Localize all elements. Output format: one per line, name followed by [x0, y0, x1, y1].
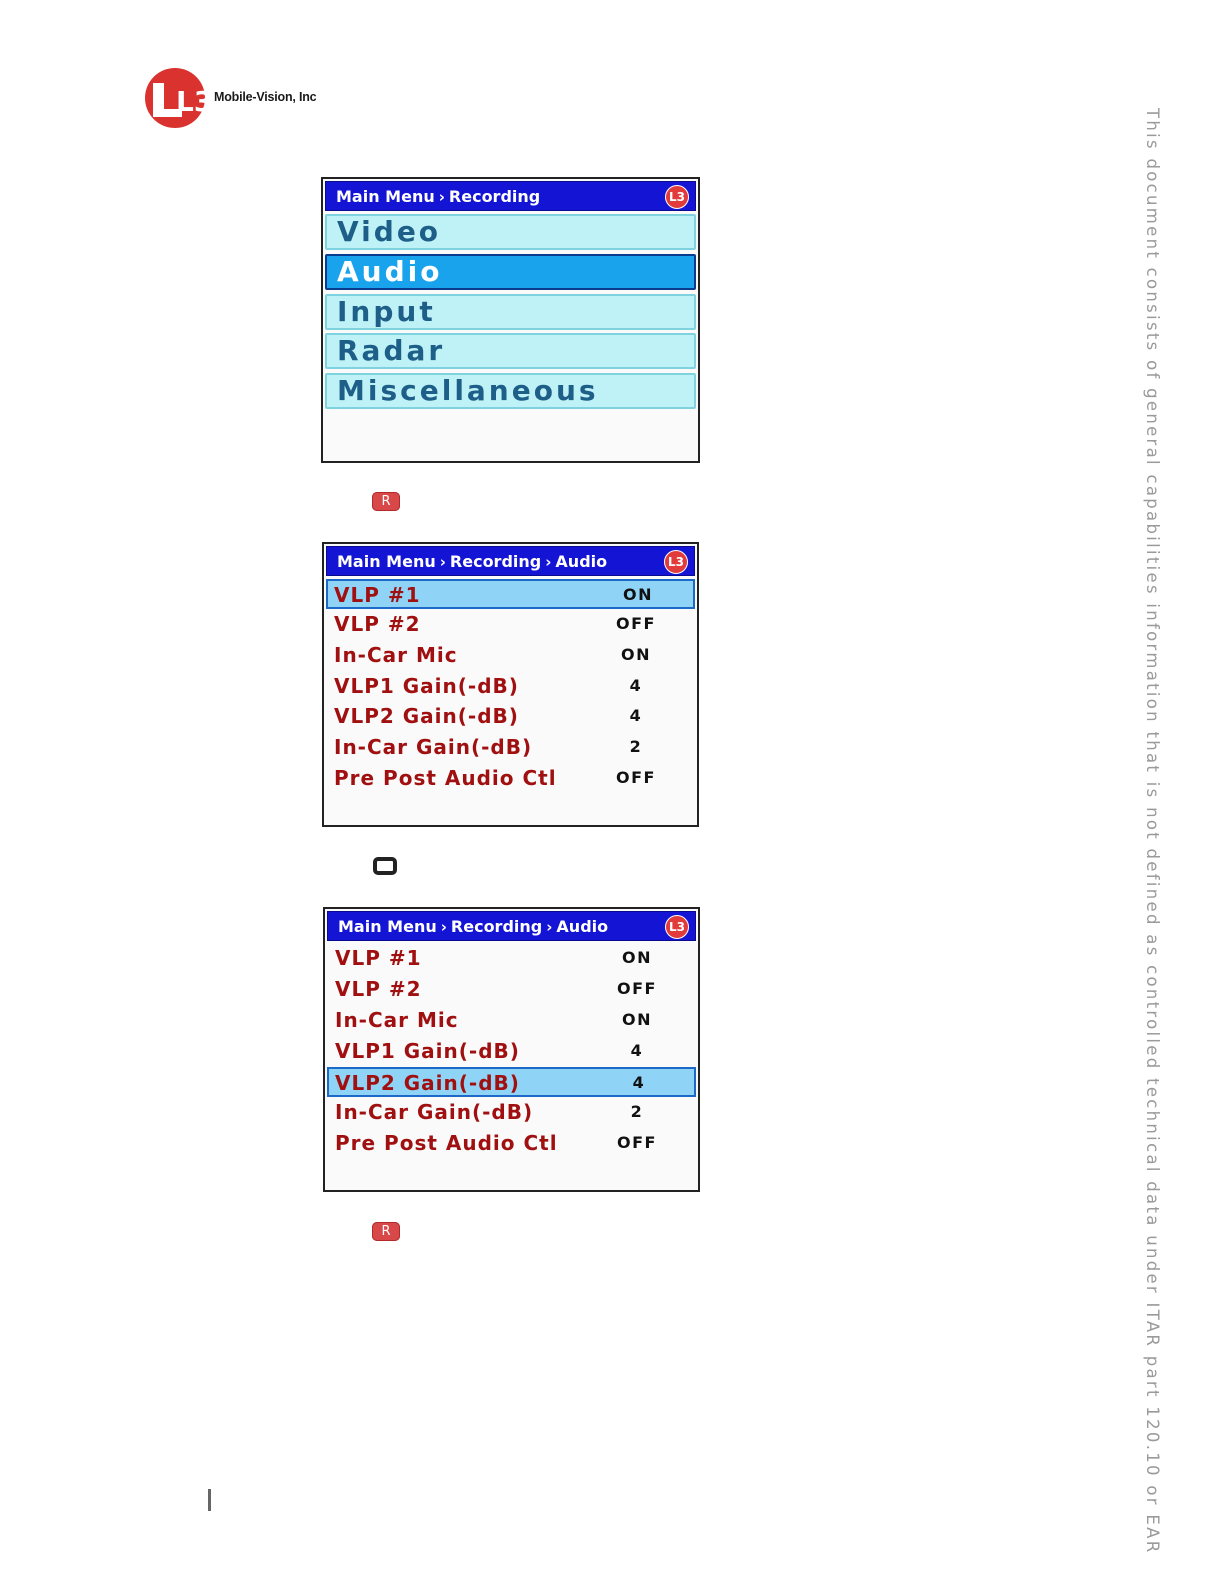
chevron-right-icon: › — [545, 553, 552, 571]
title-bar — [325, 181, 696, 211]
chevron-right-icon: › — [440, 918, 447, 936]
setting-label: Pre Post Audio Ctl — [335, 1131, 558, 1155]
square-select-button-icon[interactable] — [373, 857, 397, 875]
setting-label: VLP2 Gain(-dB) — [335, 1071, 520, 1095]
record-button-icon[interactable]: R — [372, 492, 400, 511]
setting-row-in-car-gain[interactable] — [327, 1098, 696, 1128]
setting-label: VLP #1 — [335, 946, 422, 970]
setting-label: VLP2 Gain(-dB) — [334, 704, 519, 728]
setting-row-in-car-mic[interactable] — [327, 1006, 696, 1036]
breadcrumb-recording[interactable]: Recording — [448, 186, 541, 206]
setting-value: ON — [621, 645, 651, 664]
recording-menu-screen — [321, 177, 700, 463]
chevron-right-icon: › — [438, 188, 445, 206]
l3-badge-icon: L3 — [665, 915, 689, 939]
menu-item-video[interactable]: Video — [325, 214, 696, 250]
setting-label: Pre Post Audio Ctl — [334, 766, 557, 790]
menu-item-audio[interactable]: Audio — [325, 254, 696, 290]
footer-divider — [208, 1489, 211, 1511]
menu-item-input[interactable]: Input — [325, 294, 696, 330]
l3-badge-icon: L3 — [665, 185, 689, 209]
setting-value: 4 — [629, 706, 643, 725]
setting-row-vlp2-gain[interactable] — [327, 1067, 696, 1097]
record-button-icon[interactable]: R — [372, 1222, 400, 1241]
setting-row-vlp1[interactable] — [327, 944, 696, 974]
setting-label: In-Car Gain(-dB) — [335, 1100, 534, 1124]
title-bar — [326, 546, 695, 576]
breadcrumb-main-menu[interactable]: Main Menu — [338, 916, 437, 936]
setting-value: 4 — [629, 676, 643, 695]
setting-row-vlp1[interactable] — [326, 579, 695, 609]
setting-row-vlp2-gain[interactable] — [326, 702, 695, 732]
setting-label: VLP1 Gain(-dB) — [334, 674, 519, 698]
setting-label: In-Car Mic — [334, 643, 458, 667]
setting-value: OFF — [617, 1133, 657, 1152]
setting-row-vlp2[interactable] — [327, 975, 696, 1005]
company-logo — [142, 67, 342, 129]
setting-label: VLP #2 — [334, 612, 421, 636]
breadcrumb-main-menu[interactable]: Main Menu — [336, 186, 435, 206]
breadcrumb-main-menu[interactable]: Main Menu — [337, 551, 436, 571]
setting-row-in-car-gain[interactable] — [326, 733, 695, 763]
menu-item-radar[interactable]: Radar — [325, 333, 696, 369]
setting-value: 4 — [630, 1041, 644, 1060]
setting-value: ON — [622, 948, 652, 967]
setting-value: 4 — [632, 1073, 646, 1092]
setting-row-in-car-mic[interactable] — [326, 641, 695, 671]
setting-value: OFF — [616, 614, 656, 633]
audio-settings-screen-1 — [322, 542, 699, 827]
setting-value: OFF — [616, 768, 656, 787]
setting-value: OFF — [617, 979, 657, 998]
setting-row-pre-post-audio[interactable] — [326, 764, 695, 794]
logo-mark-text: L3 — [176, 85, 214, 118]
setting-value: ON — [622, 1010, 652, 1029]
setting-label: VLP #1 — [334, 583, 421, 607]
setting-label: VLP #2 — [335, 977, 422, 1001]
export-control-notice: This document consists of general capabilities information that is not defined as controlled technical data under ITAR part 120.10 or EAR — [1143, 108, 1162, 1555]
breadcrumb-audio[interactable]: Audio — [555, 551, 608, 571]
company-name: Mobile-Vision, Inc — [214, 90, 317, 104]
chevron-right-icon: › — [439, 553, 446, 571]
setting-label: VLP1 Gain(-dB) — [335, 1039, 520, 1063]
setting-value: ON — [623, 585, 653, 604]
setting-label: In-Car Mic — [335, 1008, 459, 1032]
title-bar — [327, 911, 696, 941]
breadcrumb-recording[interactable]: Recording — [450, 916, 543, 936]
setting-row-vlp1-gain[interactable] — [326, 672, 695, 702]
menu-item-miscellaneous[interactable]: Miscellaneous — [325, 373, 696, 409]
setting-row-vlp2[interactable] — [326, 610, 695, 640]
l3-logo-icon — [142, 67, 214, 129]
setting-row-pre-post-audio[interactable] — [327, 1129, 696, 1159]
setting-value: 2 — [629, 737, 643, 756]
setting-label: In-Car Gain(-dB) — [334, 735, 533, 759]
l3-badge-icon: L3 — [664, 550, 688, 574]
setting-value: 2 — [630, 1102, 644, 1121]
breadcrumb-recording[interactable]: Recording — [449, 551, 542, 571]
audio-settings-screen-2 — [323, 907, 700, 1192]
breadcrumb-audio[interactable]: Audio — [556, 916, 609, 936]
chevron-right-icon: › — [546, 918, 553, 936]
setting-row-vlp1-gain[interactable] — [327, 1037, 696, 1067]
